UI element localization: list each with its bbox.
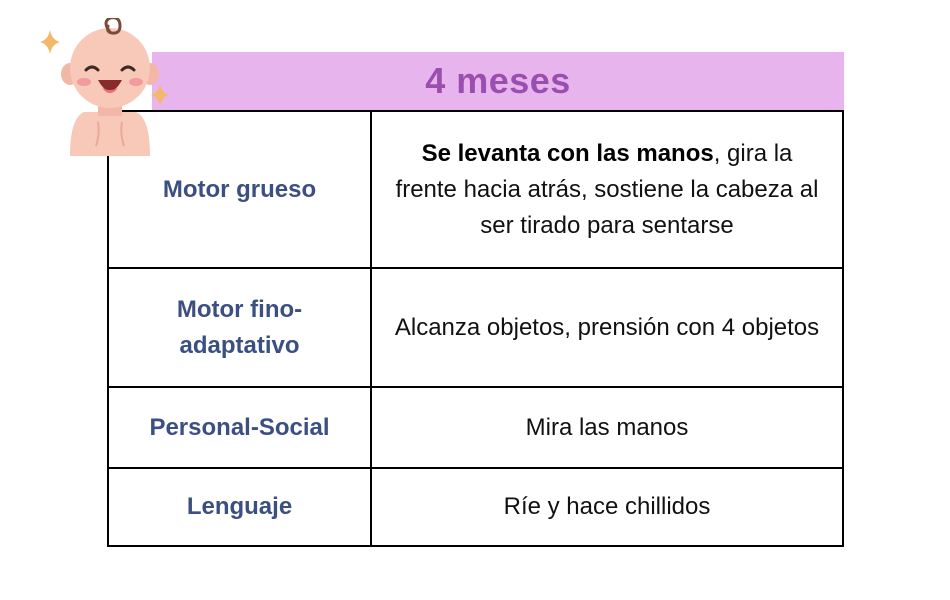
title-banner <box>152 52 844 110</box>
sparkle-icon <box>151 84 169 106</box>
description-bold: Se levanta con las manos <box>421 139 714 167</box>
area-cell: Lenguaje <box>109 469 372 545</box>
area-cell: Motor fino-adaptativo <box>109 269 372 386</box>
table-row <box>109 112 842 267</box>
description-cell <box>372 469 842 545</box>
description-text: Alcanza objetos, prensión con 4 objetos <box>394 313 820 341</box>
area-cell: Motor grueso <box>109 112 372 267</box>
description-text: Ríe y hace chillidos <box>503 493 711 520</box>
description-text: , gira la frente hacia atrás, sostiene la cabeza al ser tirado para sentarse <box>395 139 819 239</box>
description-cell <box>372 388 842 467</box>
description-cell <box>372 112 842 267</box>
area-cell: Personal-Social <box>109 388 372 467</box>
description-text: Mira las manos <box>525 413 689 441</box>
smiling-baby-icon <box>40 18 180 160</box>
page-title: 4 meses <box>425 60 571 101</box>
table-row <box>109 386 842 467</box>
table-row <box>109 467 842 545</box>
milestones-table <box>107 110 844 547</box>
sparkle-icon <box>40 30 60 54</box>
description-cell <box>372 269 842 386</box>
table-row <box>109 267 842 386</box>
